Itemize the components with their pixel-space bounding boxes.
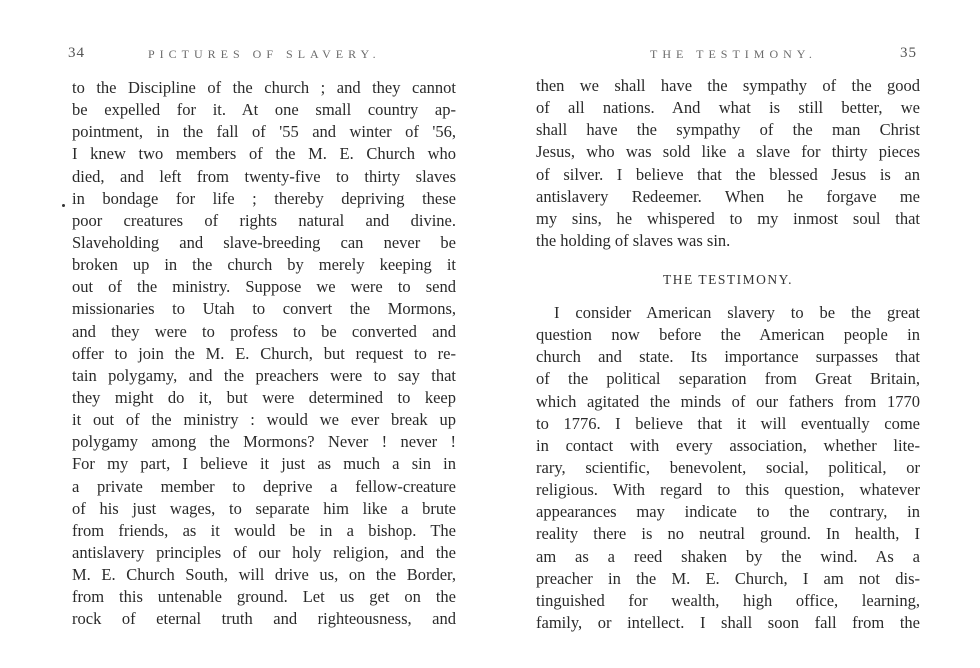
page-number: 34	[68, 45, 85, 61]
text-line: appearances may indicate to the contrary, in	[536, 502, 920, 522]
text-line: be expelled for it. At one small country ap-	[72, 100, 456, 120]
text-line: I knew two members of the M. E. Church who	[72, 144, 456, 164]
text-line: my sins, he whispered to my inmost soul that	[536, 208, 920, 228]
text-line: family, or intellect. I shall soon fall from the	[536, 612, 920, 632]
text-line: reality there is no neutral ground. In health, I	[536, 524, 920, 544]
text-line: missionaries to Utah to convert the Mormons,	[72, 299, 456, 319]
section-heading: THE TESTIMONY.	[662, 272, 793, 287]
text-line: Slaveholding and slave-breeding can never be	[72, 232, 456, 252]
text-line: religious. With regard to this question, whatever	[536, 480, 920, 500]
text-line: of the political separation from Great Britain,	[536, 369, 920, 389]
text-line: in contact with every association, whether lite-	[536, 435, 920, 455]
text-line: of all nations. And what is still better, we	[536, 98, 920, 118]
body-text	[536, 75, 920, 252]
text-line: the holding of slaves was sin.	[536, 230, 731, 250]
text-line: in bondage for life ; thereby depriving these	[72, 188, 456, 208]
text-line: broken up in the church by merely keeping it	[72, 255, 456, 275]
text-line: pointment, in the fall of '55 and winter of '56,	[72, 122, 456, 142]
text-line: of silver. I believe that the blessed Jesus is an	[536, 164, 920, 184]
text-line: rock of eternal truth and righteousness, and	[72, 609, 456, 629]
text-line: church and state. Its importance surpasses that	[536, 347, 920, 367]
text-line: preacher in the M. E. Church, I am not dis-	[536, 568, 920, 588]
text-line: out of the ministry. Suppose we were to send	[72, 277, 456, 297]
text-line: rary, scientific, benevolent, social, political, or	[536, 457, 920, 477]
text-line: to the Discipline of the church ; and they cannot	[72, 78, 456, 97]
text-line: which agitated the minds of our fathers from 1770	[536, 391, 920, 411]
text-line: Jesus, who was sold like a slave for thirty pieces	[536, 142, 920, 162]
text-line: tinguished for wealth, high office, learning,	[536, 590, 920, 610]
running-head: THE TESTIMONY.	[650, 47, 817, 61]
body-text	[536, 302, 920, 634]
text-line: M. E. Church South, will drive us, on the Border,	[72, 565, 456, 585]
text-line: For my part, I believe it just as much a sin in	[72, 454, 456, 474]
text-line: from this untenable ground. Let us get on the	[72, 587, 456, 607]
text-line: died, and left from twenty-five to thirty slaves	[72, 166, 456, 186]
text-line: antislavery Redeemer. When he forgave me	[536, 186, 920, 206]
text-line: shall have the sympathy of the man Christ	[536, 120, 920, 140]
text-line: poor creatures of rights natural and divine.	[72, 210, 456, 230]
text-line: of his just wages, to separate him like a brute	[72, 498, 456, 518]
text-line: from friends, as it would be in a bishop. The	[72, 520, 456, 540]
text-line: a private member to deprive a fellow-creature	[72, 476, 456, 496]
text-line: they might do it, but were determined to keep	[72, 387, 456, 407]
right-page	[490, 0, 980, 668]
body-text	[72, 77, 456, 631]
running-head: PICTURES OF SLAVERY.	[148, 47, 381, 61]
text-line: question now before the American people in	[536, 325, 920, 345]
page-number: 35	[900, 45, 917, 61]
text-line: then we shall have the sympathy of the good	[536, 76, 920, 95]
text-line: am as a reed shaken by the wind. As a	[536, 546, 920, 566]
text-line: I consider American slavery to be the great	[554, 303, 920, 322]
ink-speck	[62, 204, 65, 207]
text-line: antislavery principles of our holy religion, and the	[72, 542, 456, 562]
text-line: to 1776. I believe that it will eventually come	[536, 413, 920, 433]
text-line: and they were to profess to be converted and	[72, 321, 456, 341]
text-line: tain polygamy, and the preachers were to say that	[72, 365, 456, 385]
text-line: it out of the ministry : would we ever break up	[72, 410, 456, 430]
text-line: polygamy among the Mormons? Never ! never !	[72, 432, 456, 452]
text-line: offer to join the M. E. Church, but request to re-	[72, 343, 456, 363]
